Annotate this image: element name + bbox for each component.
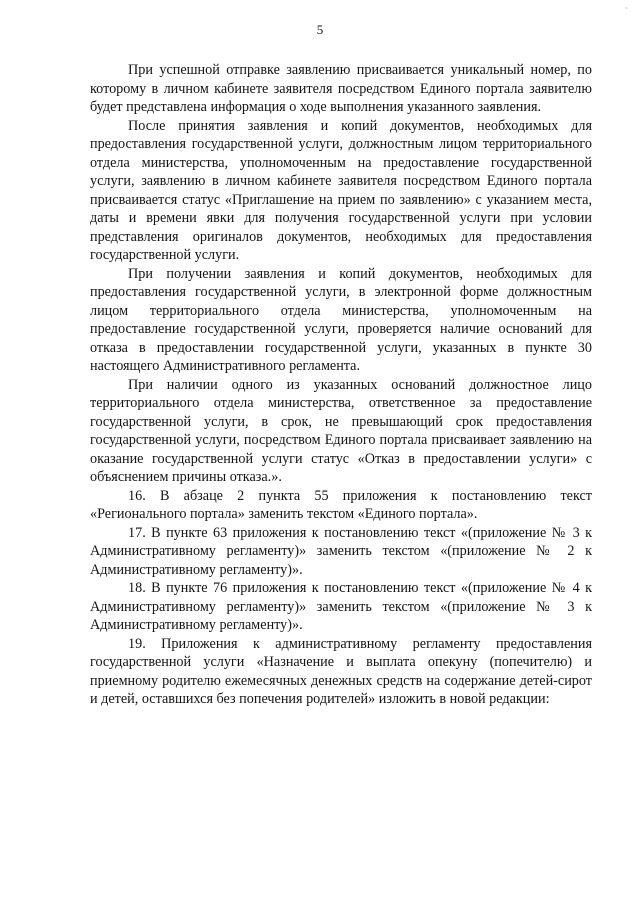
paragraph-refusal-status: При наличии одного из указанных оснований должностное лицо территориального отдела министерства, ответственное за предоставление государственной услуги, в срок, не превышающий срок предоставления государственной услуги, посредством Единого портала присваивает заявлению на оказание государственной услуги статус «Отказ в предоставлении услуги» с объяснением причины отказа.». [90,376,592,485]
paragraph-grounds-check: При получении заявления и копий документов, необходимых для предоставления государственной услуги, в электронной форме должностным лицом территориального отдела министерства, уполномоченным на предоставление государственной услуги, проверяется наличие оснований для отказа в предоставлении государственной услуги, указанных в пункте 30 настоящего Административного регламента. [90,265,592,374]
paragraph-item-19: 19. Приложения к административному регламенту предоставления государственной услуги «Назначение и выплата опекуну (попечителю) и приемному родителю ежемесячных денежных средств на содержание детей-сирот и детей, оставшихся без попечения родителей» изложить в новой редакции: [90,635,592,707]
paragraph-item-18: 18. В пункте 76 приложения к постановлению текст «(приложение № 4 к Административному регламенту)» заменить текстом «(приложение № 3 к Административному регламенту)». [90,580,592,633]
paragraph-registration-number: При успешной отправке заявлению присваивается уникальный номер, по которому в личном кабинете заявителя посредством Единого портала заявителю будет представлена информация о ходе выполнения указанного заявления. [90,62,592,115]
corner-mark: · [625,4,628,13]
page-number: 5 [316,22,324,37]
document-body [90,61,592,709]
paragraph-item-16: 16. В абзаце 2 пункта 55 приложения к постановлению текст «Регионального портала» заменить текстом «Единого портала». [90,487,592,522]
paragraph-invitation-status: После принятия заявления и копий документов, необходимых для предоставления государственной услуги, должностным лицом территориального отдела министерства, уполномоченным на предоставление государственной услуги, заявлению в личном кабинете заявителя посредством Единого портала присваивается статус «Приглашение на прием по заявлению» с указанием места, даты и времени явки для получения государственной услуги при условии представления оригиналов документов, необходимых для предоставления государственной услуги. [90,117,592,263]
paragraph-item-17: 17. В пункте 63 приложения к постановлению текст «(приложение № 3 к Административному регламенту)» заменить текстом «(приложение № 2 к Административному регламенту)». [90,524,592,578]
